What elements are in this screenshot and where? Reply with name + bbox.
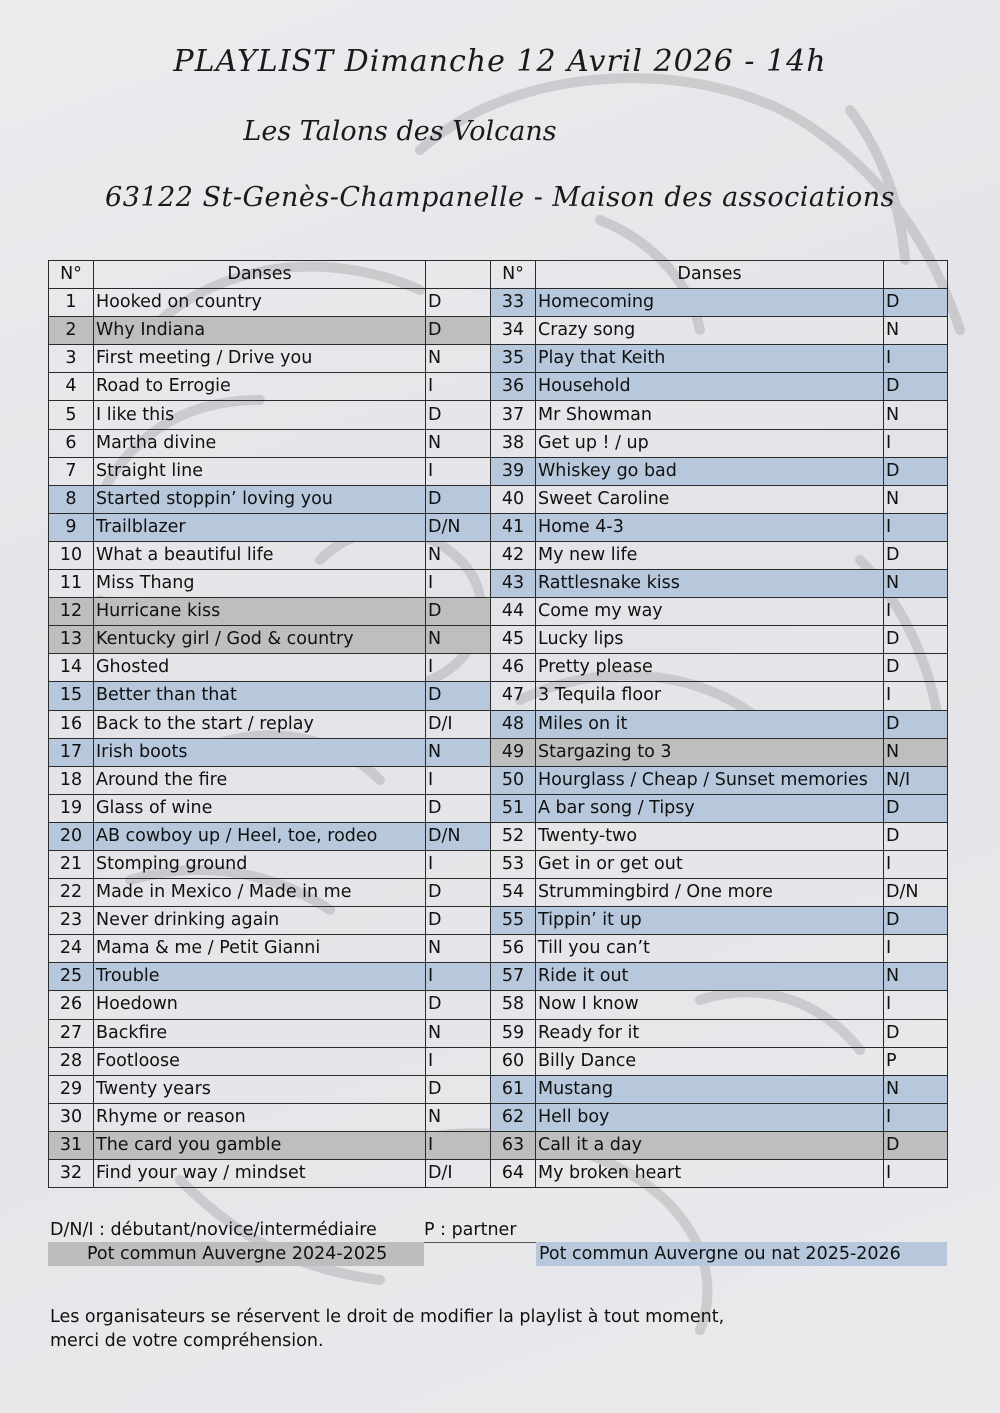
dance-name-left: Mama & me / Petit Gianni xyxy=(94,935,426,963)
dance-number-right: 45 xyxy=(491,626,536,654)
table-row xyxy=(49,935,948,963)
dance-name-left: Miss Thang xyxy=(94,570,426,598)
dance-name-left: Footloose xyxy=(94,1047,426,1075)
table-row xyxy=(49,485,948,513)
dance-number-left: 11 xyxy=(49,570,94,598)
dance-number-left: 29 xyxy=(49,1075,94,1103)
dance-number-right: 43 xyxy=(491,570,536,598)
dance-level-left: D xyxy=(426,598,491,626)
dance-name-right: Whiskey go bad xyxy=(536,457,884,485)
organizers-note-line1: Les organisateurs se réservent le droit de modifier la playlist à tout moment, xyxy=(50,1307,725,1327)
dance-level-right: I xyxy=(884,429,948,457)
dance-name-left: Around the fire xyxy=(94,766,426,794)
dance-level-left: N xyxy=(426,345,491,373)
dance-level-right: I xyxy=(884,1160,948,1188)
table-row xyxy=(49,289,948,317)
dance-number-right: 34 xyxy=(491,317,536,345)
dance-number-right: 53 xyxy=(491,850,536,878)
partner-underline xyxy=(424,1242,536,1243)
dance-level-left: D xyxy=(426,289,491,317)
dance-level-left: D xyxy=(426,794,491,822)
dance-number-right: 64 xyxy=(491,1160,536,1188)
dance-name-right: Play that Keith xyxy=(536,345,884,373)
dance-level-left: N xyxy=(426,1019,491,1047)
dance-level-left: I xyxy=(426,373,491,401)
dance-name-left: Rhyme or reason xyxy=(94,1103,426,1131)
table-row xyxy=(49,345,948,373)
dance-name-right: Ready for it xyxy=(536,1019,884,1047)
dance-number-right: 42 xyxy=(491,541,536,569)
table-row xyxy=(49,457,948,485)
dance-name-right: Lucky lips xyxy=(536,626,884,654)
dance-name-right: Home 4-3 xyxy=(536,513,884,541)
dance-number-left: 4 xyxy=(49,373,94,401)
dance-number-left: 15 xyxy=(49,682,94,710)
table-row xyxy=(49,794,948,822)
dance-name-left: Made in Mexico / Made in me xyxy=(94,879,426,907)
dance-name-right: Get up ! / up xyxy=(536,429,884,457)
table-row xyxy=(49,991,948,1019)
header-dances-right: Danses xyxy=(536,261,884,289)
dance-name-left: Started stoppin’ loving you xyxy=(94,485,426,513)
dance-level-left: D/I xyxy=(426,1160,491,1188)
table-header-row xyxy=(49,261,948,289)
dance-level-right: N xyxy=(884,317,948,345)
level-legend: D/N/I : débutant/novice/intermédiaire xyxy=(50,1220,377,1240)
dance-number-right: 60 xyxy=(491,1047,536,1075)
dance-name-left: Twenty years xyxy=(94,1075,426,1103)
dance-level-left: I xyxy=(426,850,491,878)
table-row xyxy=(49,682,948,710)
dance-name-right: 3 Tequila floor xyxy=(536,682,884,710)
dance-name-left: What a beautiful life xyxy=(94,541,426,569)
dance-level-right: I xyxy=(884,598,948,626)
dance-number-right: 56 xyxy=(491,935,536,963)
table-row xyxy=(49,822,948,850)
dance-number-left: 31 xyxy=(49,1131,94,1159)
dance-name-left: Back to the start / replay xyxy=(94,710,426,738)
dance-name-left: Trouble xyxy=(94,963,426,991)
dance-number-right: 62 xyxy=(491,1103,536,1131)
table-row xyxy=(49,513,948,541)
dance-level-right: D xyxy=(884,710,948,738)
table-row xyxy=(49,570,948,598)
dance-number-left: 16 xyxy=(49,710,94,738)
dance-level-left: N xyxy=(426,429,491,457)
dance-name-left: Better than that xyxy=(94,682,426,710)
table-row xyxy=(49,429,948,457)
dance-name-left: Find your way / mindset xyxy=(94,1160,426,1188)
dance-level-left: D xyxy=(426,991,491,1019)
table-row xyxy=(49,373,948,401)
dance-name-left: AB cowboy up / Heel, toe, rodeo xyxy=(94,822,426,850)
dance-number-right: 39 xyxy=(491,457,536,485)
dance-level-right: I xyxy=(884,513,948,541)
dance-number-left: 2 xyxy=(49,317,94,345)
dance-name-right: My broken heart xyxy=(536,1160,884,1188)
dance-level-right: D xyxy=(884,457,948,485)
table-row xyxy=(49,738,948,766)
dance-number-left: 30 xyxy=(49,1103,94,1131)
dance-number-left: 17 xyxy=(49,738,94,766)
organizers-note-line2: merci de votre compréhension. xyxy=(50,1331,324,1351)
dance-level-right: D xyxy=(884,541,948,569)
dance-number-left: 25 xyxy=(49,963,94,991)
dance-level-left: N xyxy=(426,935,491,963)
dance-number-right: 52 xyxy=(491,822,536,850)
dance-level-right: N xyxy=(884,570,948,598)
dance-number-right: 40 xyxy=(491,485,536,513)
dance-name-right: Till you can’t xyxy=(536,935,884,963)
dance-number-left: 18 xyxy=(49,766,94,794)
club-name: Les Talons des Volcans xyxy=(243,116,557,147)
grey-legend-box xyxy=(48,1242,424,1266)
header-number-right: N° xyxy=(491,261,536,289)
dance-number-left: 3 xyxy=(49,345,94,373)
dance-level-right: I xyxy=(884,1103,948,1131)
table-row xyxy=(49,850,948,878)
dance-level-right: D xyxy=(884,626,948,654)
dance-level-right: D xyxy=(884,654,948,682)
dance-level-right: I xyxy=(884,345,948,373)
dance-number-right: 35 xyxy=(491,345,536,373)
dance-name-right: Homecoming xyxy=(536,289,884,317)
table-row xyxy=(49,541,948,569)
dance-name-right: Pretty please xyxy=(536,654,884,682)
dance-level-right: D xyxy=(884,1019,948,1047)
dance-name-left: The card you gamble xyxy=(94,1131,426,1159)
dance-number-right: 44 xyxy=(491,598,536,626)
dance-name-right: My new life xyxy=(536,541,884,569)
playlist-table xyxy=(48,260,948,1188)
dance-name-left: First meeting / Drive you xyxy=(94,345,426,373)
dance-level-right: D/N xyxy=(884,879,948,907)
table-row xyxy=(49,654,948,682)
dance-number-right: 36 xyxy=(491,373,536,401)
dance-level-right: D xyxy=(884,1131,948,1159)
dance-number-left: 19 xyxy=(49,794,94,822)
dance-number-right: 58 xyxy=(491,991,536,1019)
dance-number-left: 27 xyxy=(49,1019,94,1047)
dance-name-left: Hoedown xyxy=(94,991,426,1019)
dance-name-left: I like this xyxy=(94,401,426,429)
header-number-left: N° xyxy=(49,261,94,289)
dance-number-left: 21 xyxy=(49,850,94,878)
dance-name-right: Billy Dance xyxy=(536,1047,884,1075)
dance-name-left: Never drinking again xyxy=(94,907,426,935)
dance-number-right: 47 xyxy=(491,682,536,710)
header-dances-left: Danses xyxy=(94,261,426,289)
table-row xyxy=(49,1160,948,1188)
table-row xyxy=(49,907,948,935)
playlist-title: PLAYLIST Dimanche 12 Avril 2026 - 14h xyxy=(173,44,827,79)
dance-level-left: D xyxy=(426,682,491,710)
dance-name-right: Sweet Caroline xyxy=(536,485,884,513)
dance-name-right: Get in or get out xyxy=(536,850,884,878)
dance-level-right: D xyxy=(884,289,948,317)
table-row xyxy=(49,1019,948,1047)
blue-legend-box xyxy=(536,1242,947,1266)
header-level-left xyxy=(426,261,491,289)
dance-number-left: 23 xyxy=(49,907,94,935)
dance-name-right: Come my way xyxy=(536,598,884,626)
dance-name-right: Ride it out xyxy=(536,963,884,991)
dance-name-left: Straight line xyxy=(94,457,426,485)
dance-number-right: 51 xyxy=(491,794,536,822)
table-row xyxy=(49,879,948,907)
dance-level-right: N xyxy=(884,738,948,766)
dance-number-right: 57 xyxy=(491,963,536,991)
dance-number-right: 61 xyxy=(491,1075,536,1103)
dance-level-left: N xyxy=(426,1103,491,1131)
dance-level-right: N xyxy=(884,485,948,513)
dance-number-left: 24 xyxy=(49,935,94,963)
dance-name-right: Call it a day xyxy=(536,1131,884,1159)
dance-name-right: Twenty-two xyxy=(536,822,884,850)
dance-name-left: Why Indiana xyxy=(94,317,426,345)
dance-number-left: 8 xyxy=(49,485,94,513)
dance-name-right: Household xyxy=(536,373,884,401)
dance-name-right: A bar song / Tipsy xyxy=(536,794,884,822)
dance-level-left: D xyxy=(426,401,491,429)
dance-number-left: 9 xyxy=(49,513,94,541)
dance-level-right: N xyxy=(884,401,948,429)
dance-name-right: Hourglass / Cheap / Sunset memories xyxy=(536,766,884,794)
dance-name-right: Rattlesnake kiss xyxy=(536,570,884,598)
dance-level-left: D/N xyxy=(426,513,491,541)
partner-legend: P : partner xyxy=(424,1220,517,1240)
dance-number-right: 59 xyxy=(491,1019,536,1047)
dance-name-left: Hooked on country xyxy=(94,289,426,317)
dance-number-right: 49 xyxy=(491,738,536,766)
dance-level-right: D xyxy=(884,822,948,850)
dance-name-right: Tippin’ it up xyxy=(536,907,884,935)
dance-level-right: D xyxy=(884,907,948,935)
dance-number-right: 50 xyxy=(491,766,536,794)
dance-name-right: Miles on it xyxy=(536,710,884,738)
dance-number-right: 46 xyxy=(491,654,536,682)
dance-number-left: 26 xyxy=(49,991,94,1019)
table-row xyxy=(49,1103,948,1131)
dance-number-right: 33 xyxy=(491,289,536,317)
blue-legend-label: Pot commun Auvergne ou nat 2025-2026 xyxy=(539,1244,901,1264)
dance-name-left: Kentucky girl / God & country xyxy=(94,626,426,654)
dance-name-left: Backfire xyxy=(94,1019,426,1047)
header-level-right xyxy=(884,261,948,289)
table-row xyxy=(49,766,948,794)
table-row xyxy=(49,1131,948,1159)
dance-level-left: I xyxy=(426,963,491,991)
event-location: 63122 St-Genès-Champanelle - Maison des associations xyxy=(105,182,895,213)
dance-number-left: 28 xyxy=(49,1047,94,1075)
dance-number-right: 54 xyxy=(491,879,536,907)
dance-name-right: Mustang xyxy=(536,1075,884,1103)
dance-level-left: D xyxy=(426,485,491,513)
dance-level-left: D xyxy=(426,1075,491,1103)
dance-name-right: Now I know xyxy=(536,991,884,1019)
dance-level-left: D xyxy=(426,907,491,935)
dance-level-left: I xyxy=(426,570,491,598)
dance-level-left: D/I xyxy=(426,710,491,738)
table-row xyxy=(49,626,948,654)
dance-name-left: Ghosted xyxy=(94,654,426,682)
dance-level-right: D xyxy=(884,373,948,401)
dance-level-left: N xyxy=(426,541,491,569)
dance-number-left: 22 xyxy=(49,879,94,907)
dance-level-right: N xyxy=(884,963,948,991)
dance-level-right: I xyxy=(884,935,948,963)
dance-name-left: Stomping ground xyxy=(94,850,426,878)
dance-number-left: 12 xyxy=(49,598,94,626)
dance-name-left: Glass of wine xyxy=(94,794,426,822)
table-row xyxy=(49,710,948,738)
dance-level-right: I xyxy=(884,850,948,878)
dance-level-left: N xyxy=(426,626,491,654)
table-row xyxy=(49,317,948,345)
dance-level-right: N/I xyxy=(884,766,948,794)
dance-level-left: D/N xyxy=(426,822,491,850)
dance-number-right: 38 xyxy=(491,429,536,457)
dance-level-right: I xyxy=(884,682,948,710)
dance-level-right: N xyxy=(884,1075,948,1103)
dance-name-right: Strummingbird / One more xyxy=(536,879,884,907)
dance-level-left: I xyxy=(426,766,491,794)
dance-level-left: I xyxy=(426,1047,491,1075)
dance-number-left: 6 xyxy=(49,429,94,457)
dance-number-left: 7 xyxy=(49,457,94,485)
dance-number-left: 1 xyxy=(49,289,94,317)
dance-level-left: I xyxy=(426,1131,491,1159)
dance-name-right: Mr Showman xyxy=(536,401,884,429)
dance-number-left: 10 xyxy=(49,541,94,569)
dance-name-left: Trailblazer xyxy=(94,513,426,541)
dance-number-left: 13 xyxy=(49,626,94,654)
table-row xyxy=(49,598,948,626)
dance-name-left: Road to Errogie xyxy=(94,373,426,401)
dance-level-right: P xyxy=(884,1047,948,1075)
dance-number-left: 32 xyxy=(49,1160,94,1188)
dance-name-left: Irish boots xyxy=(94,738,426,766)
dance-number-right: 48 xyxy=(491,710,536,738)
dance-name-left: Martha divine xyxy=(94,429,426,457)
dance-number-right: 55 xyxy=(491,907,536,935)
table-row xyxy=(49,1075,948,1103)
dance-name-right: Crazy song xyxy=(536,317,884,345)
dance-number-left: 20 xyxy=(49,822,94,850)
table-row xyxy=(49,401,948,429)
dance-level-left: I xyxy=(426,654,491,682)
dance-number-right: 37 xyxy=(491,401,536,429)
dance-name-right: Hell boy xyxy=(536,1103,884,1131)
dance-level-right: I xyxy=(884,991,948,1019)
dance-name-right: Stargazing to 3 xyxy=(536,738,884,766)
table-row xyxy=(49,1047,948,1075)
dance-number-right: 63 xyxy=(491,1131,536,1159)
dance-number-left: 5 xyxy=(49,401,94,429)
dance-name-left: Hurricane kiss xyxy=(94,598,426,626)
dance-level-left: D xyxy=(426,879,491,907)
dance-level-left: I xyxy=(426,457,491,485)
table-row xyxy=(49,963,948,991)
dance-level-left: N xyxy=(426,738,491,766)
dance-level-left: D xyxy=(426,317,491,345)
dance-number-right: 41 xyxy=(491,513,536,541)
dance-number-left: 14 xyxy=(49,654,94,682)
dance-level-right: D xyxy=(884,794,948,822)
grey-legend-label: Pot commun Auvergne 2024-2025 xyxy=(87,1244,388,1264)
